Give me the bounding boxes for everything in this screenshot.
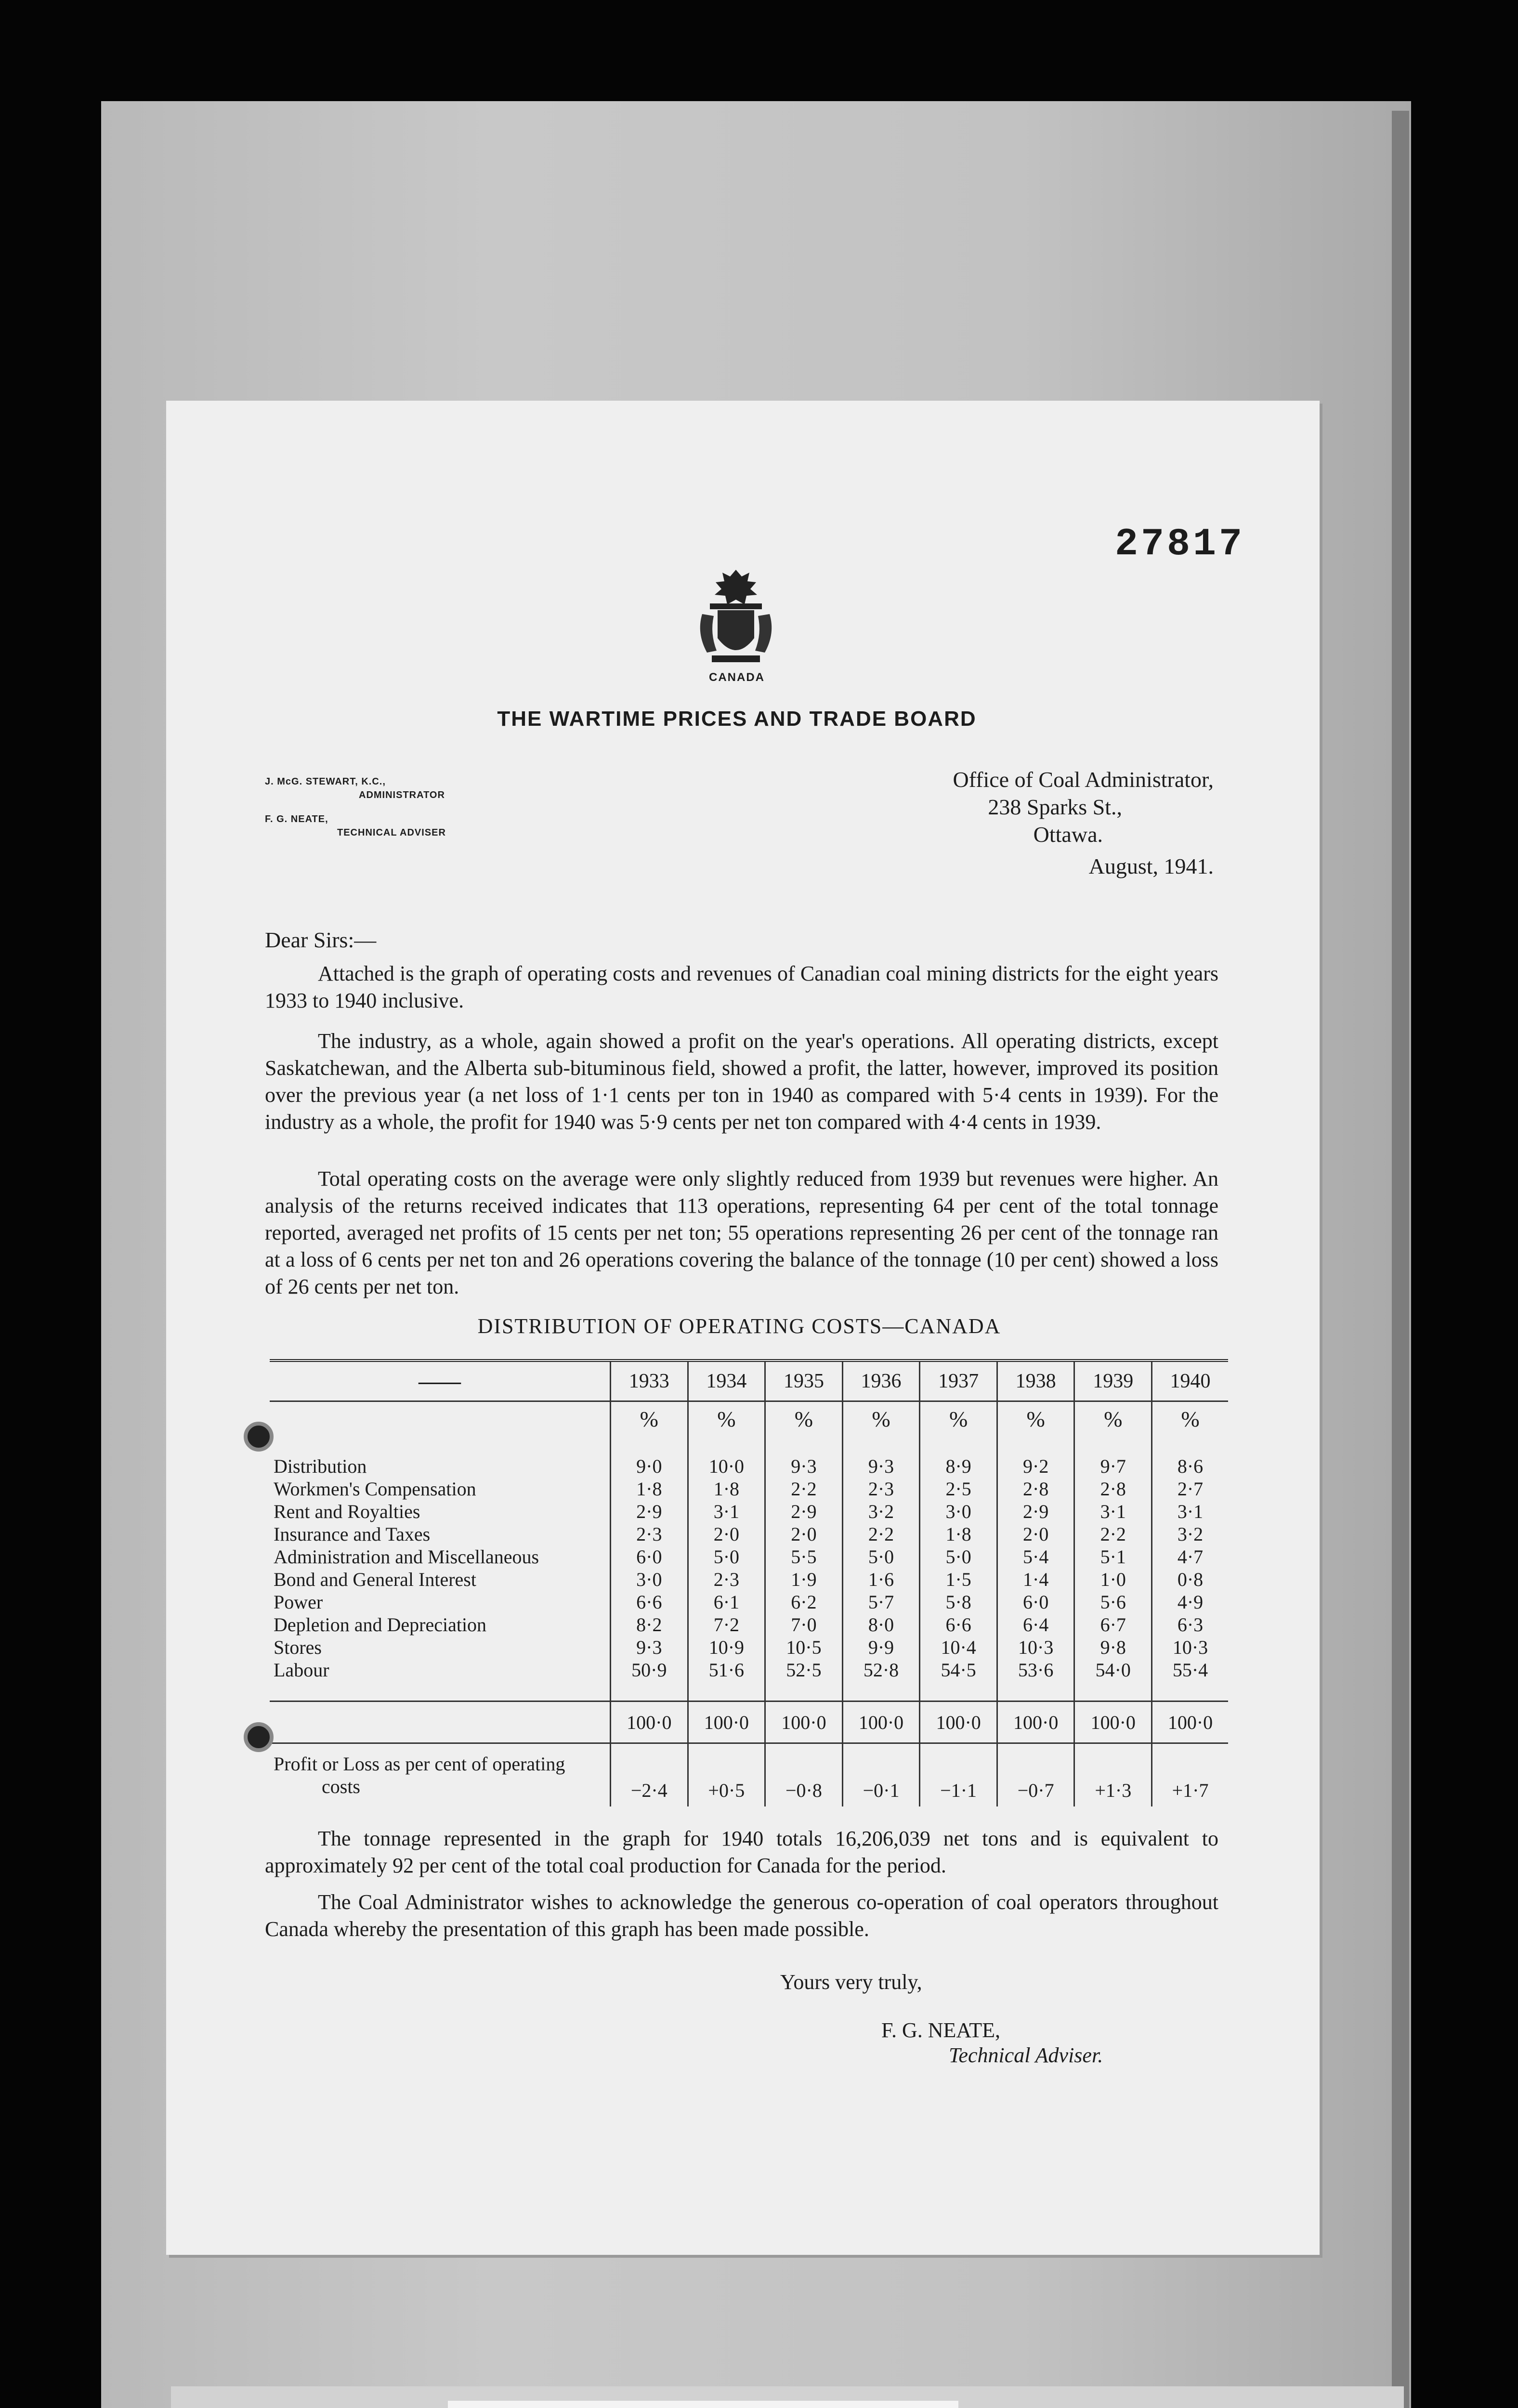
cost-cell: 2·9	[611, 1500, 688, 1523]
profit-loss-label-line-2: costs	[322, 1776, 360, 1797]
cost-cell: 6·4	[997, 1613, 1074, 1636]
paragraph-5: The Coal Administrator wishes to acknowledge the generous co-operation of coal operators throughout Canada whereby the presentation of this graph has been made possible.	[265, 1890, 1218, 1941]
office-address	[771, 766, 1214, 848]
paragraph-2: The industry, as a whole, again showed a profit on the year's operations. All operating districts, except Saskatchewan, and the Alberta sub-bituminous field, showed a profit, the latter, however, improved its position over the previous year (a net loss of 1·1 cents per ton in 1940 as compared with 5·4 cents in 1939). For the industry as a whole, the profit for 1940 was 5·9 cents per net ton compared with 4·4 cents in 1939.	[265, 1029, 1218, 1134]
cost-cell: 54·0	[1074, 1659, 1152, 1681]
cost-cell: 2·3	[842, 1478, 920, 1500]
percent-row-blank	[270, 1401, 611, 1436]
percent-sign: %	[997, 1401, 1074, 1436]
paragraph-4: The tonnage represented in the graph for 1940 totals 16,206,039 net tons and is equivalent to approximately 92 per cent of the total coal production for Canada for the period.	[265, 1827, 1218, 1877]
cost-cell: 53·6	[997, 1659, 1074, 1681]
cost-cell: 1·9	[765, 1568, 843, 1591]
cost-cell: 2·0	[997, 1523, 1074, 1545]
percent-sign: %	[1152, 1401, 1228, 1436]
cost-cell: 2·7	[1152, 1478, 1228, 1500]
board-edge	[1392, 111, 1409, 2408]
cost-cell: 10·3	[997, 1636, 1074, 1659]
cost-cell: 6·0	[997, 1591, 1074, 1613]
adviser-name: F. G. NEATE,	[265, 814, 328, 824]
cost-cell: 2·2	[842, 1523, 920, 1545]
table-row	[270, 1545, 1228, 1568]
cost-cell: 1·8	[611, 1478, 688, 1500]
year-1940: 1940	[1152, 1361, 1228, 1401]
total-row	[270, 1701, 1228, 1743]
cost-cell: 2·2	[765, 1478, 843, 1500]
cost-cell: 10·9	[688, 1636, 765, 1659]
cost-cell: 10·3	[1152, 1636, 1228, 1659]
office-line-1: Office of Coal Administrator,	[953, 767, 1214, 792]
cost-cell: 9·3	[842, 1455, 920, 1478]
paragraph-1: Attached is the graph of operating costs and revenues of Canadian coal mining districts for the eight years 1933 to 1940 inclusive.	[265, 962, 1218, 1012]
coat-of-arms-icon	[693, 566, 779, 667]
row-label: Administration and Miscellaneous	[274, 1546, 539, 1568]
cost-cell: 7·0	[765, 1613, 843, 1636]
cost-cell: 2·3	[611, 1523, 688, 1545]
year-header-row	[270, 1361, 1228, 1401]
cost-cell: 3·2	[842, 1500, 920, 1523]
cost-cell: 6·1	[688, 1591, 765, 1613]
profit-loss-cell: −0·8	[765, 1743, 843, 1807]
year-1934: 1934	[688, 1361, 765, 1401]
cost-cell: 2·3	[688, 1568, 765, 1591]
percent-sign: %	[842, 1401, 920, 1436]
cost-cell: 3·1	[1074, 1500, 1152, 1523]
table-row	[270, 1659, 1228, 1681]
cost-cell: 2·9	[997, 1500, 1074, 1523]
table-row	[270, 1636, 1228, 1659]
profit-loss-label	[270, 1743, 611, 1807]
punch-hole-icon	[244, 1422, 274, 1452]
year-1939: 1939	[1074, 1361, 1152, 1401]
cost-cell: 6·3	[1152, 1613, 1228, 1636]
cost-cell: 6·6	[920, 1613, 997, 1636]
signer-title: Technical Adviser.	[949, 2043, 1103, 2067]
cost-cell: 52·8	[842, 1659, 920, 1681]
cost-cell: 8·0	[842, 1613, 920, 1636]
cost-rows	[270, 1455, 1228, 1681]
percent-sign: %	[765, 1401, 843, 1436]
document-number: 27817	[1115, 523, 1245, 566]
row-label: Rent and Royalties	[274, 1501, 420, 1522]
cost-cell: 3·1	[1152, 1500, 1228, 1523]
total-cell: 100·0	[1152, 1701, 1228, 1743]
cost-cell: 8·2	[611, 1613, 688, 1636]
year-1937: 1937	[920, 1361, 997, 1401]
year-1933: 1933	[611, 1361, 688, 1401]
cost-cell: 4·9	[1152, 1591, 1228, 1613]
percent-row	[270, 1401, 1228, 1436]
cost-cell: 1·4	[997, 1568, 1074, 1591]
cost-cell: 1·8	[920, 1523, 997, 1545]
total-cell: 100·0	[611, 1701, 688, 1743]
punch-hole-icon	[244, 1722, 274, 1752]
row-label: Depletion and Depreciation	[274, 1614, 487, 1636]
profit-loss-row	[270, 1743, 1228, 1807]
cost-cell: 10·0	[688, 1455, 765, 1478]
cost-cell: 9·0	[611, 1455, 688, 1478]
closing: Yours very truly,	[780, 1970, 922, 1994]
salutation: Dear Sirs:—	[265, 928, 377, 952]
cost-cell: 54·5	[920, 1659, 997, 1681]
cost-cell: 9·8	[1074, 1636, 1152, 1659]
cost-cell: 6·7	[1074, 1613, 1152, 1636]
cost-cell: 5·4	[997, 1545, 1074, 1568]
total-cell: 100·0	[765, 1701, 843, 1743]
cost-cell: 2·8	[1074, 1478, 1152, 1500]
table-row	[270, 1591, 1228, 1613]
cost-cell: 9·2	[997, 1455, 1074, 1478]
cost-cell: 3·2	[1152, 1523, 1228, 1545]
office-line-3: Ottawa.	[1033, 822, 1103, 847]
cost-cell: 9·3	[611, 1636, 688, 1659]
percent-sign: %	[920, 1401, 997, 1436]
cost-cell: 1·0	[1074, 1568, 1152, 1591]
year-1935: 1935	[765, 1361, 843, 1401]
total-cell: 100·0	[920, 1701, 997, 1743]
cost-cell: 3·0	[920, 1500, 997, 1523]
cost-cell: 7·2	[688, 1613, 765, 1636]
profit-loss-cell: −0·1	[842, 1743, 920, 1807]
percent-sign: %	[688, 1401, 765, 1436]
cost-cell: 2·0	[688, 1523, 765, 1545]
profit-loss-cell: −0·7	[997, 1743, 1074, 1807]
cost-cell: 9·7	[1074, 1455, 1152, 1478]
spacer-row	[270, 1681, 1228, 1701]
cost-cell: 1·5	[920, 1568, 997, 1591]
cost-cell: 2·2	[1074, 1523, 1152, 1545]
row-label: Insurance and Taxes	[274, 1523, 431, 1545]
cost-cell: 6·6	[611, 1591, 688, 1613]
cost-cell: 2·9	[765, 1500, 843, 1523]
year-1936: 1936	[842, 1361, 920, 1401]
row-label: Bond and General Interest	[274, 1569, 476, 1590]
profit-loss-cell: −1·1	[920, 1743, 997, 1807]
cost-cell: 1·8	[688, 1478, 765, 1500]
table-row	[270, 1455, 1228, 1478]
administrator-name: J. McG. STEWART, K.C.,	[265, 776, 386, 787]
percent-sign: %	[1074, 1401, 1152, 1436]
total-cell: 100·0	[688, 1701, 765, 1743]
spacer-row	[270, 1436, 1228, 1455]
row-label: Distribution	[274, 1455, 367, 1477]
row-label: Stores	[274, 1636, 322, 1658]
cost-cell: 5·0	[688, 1545, 765, 1568]
cost-cell: 50·9	[611, 1659, 688, 1681]
operating-costs-table	[270, 1359, 1228, 1806]
total-label-blank	[270, 1701, 611, 1743]
total-cell: 100·0	[997, 1701, 1074, 1743]
board-title: THE WARTIME PRICES AND TRADE BOARD	[497, 707, 977, 731]
letter-date: August, 1941.	[1088, 854, 1214, 878]
profit-loss-cell: +0·5	[688, 1743, 765, 1807]
cost-cell: 5·6	[1074, 1591, 1152, 1613]
table-row	[270, 1613, 1228, 1636]
cost-cell: 10·5	[765, 1636, 843, 1659]
table-row	[270, 1523, 1228, 1545]
volume-label	[448, 2401, 958, 2408]
cost-cell: 3·1	[688, 1500, 765, 1523]
percent-sign: %	[611, 1401, 688, 1436]
cost-cell: 3·0	[611, 1568, 688, 1591]
administrator-role: ADMINISTRATOR	[359, 790, 445, 800]
cost-cell: 5·0	[920, 1545, 997, 1568]
total-cell: 100·0	[1074, 1701, 1152, 1743]
cost-cell: 5·1	[1074, 1545, 1152, 1568]
paragraph-3: Total operating costs on the average were only slightly reduced from 1939 but revenues were higher. An analysis of the returns received indicates that 113 operations, representing 64 per cent of the total tonnage reported, averaged net profits of 15 cents per net ton; 55 operations representing 26 per cent of the tonnage ran at a loss of 6 cents per net ton and 26 operations covering the balance of the tonnage (10 per cent) showed a loss of 26 cents per net ton.	[265, 1167, 1218, 1298]
profit-loss-cell: +1·3	[1074, 1743, 1152, 1807]
cost-cell: 8·6	[1152, 1455, 1228, 1478]
cost-cell: 1·6	[842, 1568, 920, 1591]
corner-dash: ——	[419, 1369, 461, 1393]
cost-cell: 9·9	[842, 1636, 920, 1659]
table-row	[270, 1568, 1228, 1591]
cost-cell: 4·7	[1152, 1545, 1228, 1568]
year-1938: 1938	[997, 1361, 1074, 1401]
profit-loss-cell: +1·7	[1152, 1743, 1228, 1807]
cost-cell: 5·8	[920, 1591, 997, 1613]
spacer-cell	[270, 1436, 611, 1455]
cost-cell: 51·6	[688, 1659, 765, 1681]
office-line-2: 238 Sparks St.,	[988, 795, 1122, 819]
profit-loss-label-line-1: Profit or Loss as per cent of operating	[274, 1753, 565, 1775]
cost-cell: 6·2	[765, 1591, 843, 1613]
row-label: Power	[274, 1591, 323, 1613]
table-row	[270, 1500, 1228, 1523]
cost-cell: 10·4	[920, 1636, 997, 1659]
cost-cell: 2·8	[997, 1478, 1074, 1500]
spacer-cell	[270, 1681, 611, 1701]
total-cell: 100·0	[842, 1701, 920, 1743]
signer-name: F. G. NEATE,	[881, 2018, 1001, 2042]
table-row	[270, 1478, 1228, 1500]
cost-cell: 2·5	[920, 1478, 997, 1500]
cost-cell: 8·9	[920, 1455, 997, 1478]
cost-cell: 2·0	[765, 1523, 843, 1545]
adviser-role: TECHNICAL ADVISER	[337, 827, 446, 838]
profit-loss-cell: −2·4	[611, 1743, 688, 1807]
row-label: Labour	[274, 1659, 329, 1681]
table-title: DISTRIBUTION OF OPERATING COSTS—CANADA	[477, 1314, 1001, 1338]
cost-cell: 9·3	[765, 1455, 843, 1478]
cost-cell: 0·8	[1152, 1568, 1228, 1591]
cost-cell: 5·7	[842, 1591, 920, 1613]
cost-cell: 55·4	[1152, 1659, 1228, 1681]
cost-cell: 6·0	[611, 1545, 688, 1568]
crest-label: CANADA	[709, 671, 765, 684]
cost-cell: 5·5	[765, 1545, 843, 1568]
row-label: Workmen's Compensation	[274, 1478, 476, 1500]
cost-cell: 52·5	[765, 1659, 843, 1681]
cost-cell: 5·0	[842, 1545, 920, 1568]
